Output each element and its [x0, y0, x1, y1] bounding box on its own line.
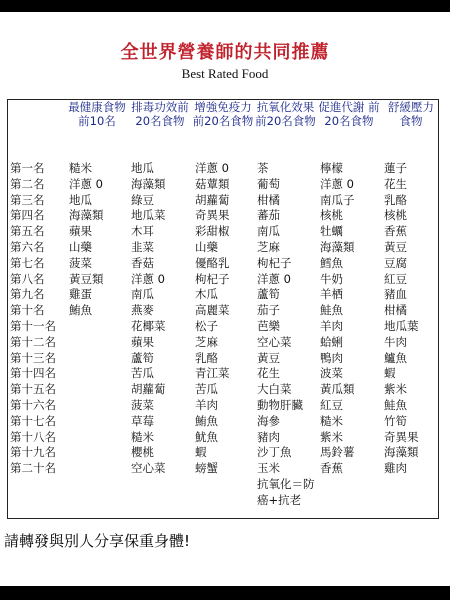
- column-header: 增強免疫力 前20名食物: [192, 100, 254, 128]
- food-cell: 紫米: [384, 382, 407, 397]
- column-header: 排毒功效前20名食物: [131, 100, 189, 128]
- food-cell: 香菇: [131, 255, 154, 270]
- food-cell: 黃豆類: [69, 271, 104, 286]
- rank-label: 第二十名: [10, 461, 56, 476]
- antioxidant-note: 抗氧化＝防癌+抗老: [257, 476, 315, 507]
- food-cell: 香蕉: [320, 461, 343, 476]
- food-cell: 洋蔥 0: [257, 271, 291, 286]
- food-cell: 櫻桃: [131, 445, 154, 460]
- food-cell: 核桃: [384, 208, 407, 223]
- food-cell: 沙丁魚: [257, 445, 292, 460]
- food-cell: 菠菜: [131, 397, 154, 412]
- rank-label: 第五名: [10, 224, 45, 239]
- rank-label: 第三名: [10, 192, 45, 207]
- food-cell: 蕃茄: [257, 208, 280, 223]
- food-cell: 地瓜: [131, 161, 154, 175]
- food-cell: 紅豆: [320, 397, 343, 412]
- food-cell: 奇異果: [384, 429, 419, 444]
- food-cell: 魷魚: [195, 429, 218, 444]
- rank-label: 第十一名: [10, 318, 56, 333]
- food-cell: 枸杞子: [195, 271, 230, 286]
- food-cell: 羊肉: [320, 318, 343, 333]
- food-cell: 空心菜: [257, 334, 292, 349]
- food-cell: 海參: [257, 413, 280, 428]
- food-cell: 核桃: [320, 208, 343, 223]
- food-cell: 糙米: [131, 429, 154, 444]
- food-cell: 木瓜: [195, 287, 218, 302]
- food-cell: 山藥: [69, 239, 92, 254]
- food-cell: 洋蔥 0: [320, 176, 354, 191]
- bottom-black-bar: [0, 586, 450, 600]
- food-cell: 青江菜: [195, 366, 230, 381]
- food-cell: 鱈魚: [320, 255, 343, 270]
- food-cell: 海藻類: [320, 239, 355, 254]
- food-cell: 羊肉: [195, 397, 218, 412]
- food-cell: 花生: [384, 176, 407, 191]
- food-cell: 山藥: [195, 239, 218, 254]
- rank-label: 第四名: [10, 208, 45, 223]
- food-cell: 地瓜: [69, 192, 92, 207]
- food-cell: 海藻類: [384, 445, 419, 460]
- food-cell: 優酪乳: [195, 255, 230, 270]
- food-cell: 大白菜: [257, 382, 292, 397]
- rank-label: 第六名: [10, 239, 45, 254]
- food-cell: 苦瓜: [195, 382, 218, 397]
- food-cell: 芝麻: [195, 334, 218, 349]
- column-header: 抗氧化效果 前20名食物: [255, 100, 316, 128]
- column-antioxidant: [254, 101, 317, 509]
- food-cell: 檸檬: [320, 161, 343, 175]
- food-cell: 黃豆: [257, 350, 280, 365]
- food-cell: 芝麻: [257, 239, 280, 254]
- food-cell: 高麗菜: [195, 303, 230, 318]
- food-cell: 洋蔥 0: [69, 176, 103, 191]
- rank-label: 第十九名: [10, 445, 56, 460]
- food-cell: 芭樂: [257, 318, 280, 333]
- page-title: 全世界營養師的共同推薦: [120, 42, 330, 63]
- food-cell: 糙米: [69, 161, 92, 175]
- column-immunity: [192, 101, 254, 477]
- food-cell: 牡蠣: [320, 224, 343, 239]
- rank-label: 第十四名: [10, 366, 56, 381]
- food-cell: 茄子: [257, 303, 280, 318]
- food-cell: 乳酪: [195, 350, 218, 365]
- food-cell: 紫米: [320, 429, 343, 444]
- food-cell: 苦瓜: [131, 366, 154, 381]
- food-cell: 羊栖: [320, 287, 343, 302]
- column-header: 促進代謝 前20名食物: [318, 100, 380, 128]
- food-cell: 蘋果: [131, 334, 154, 349]
- food-cell: 松子: [195, 318, 218, 333]
- food-cell: 柑橘: [257, 192, 280, 207]
- food-cell: 玉米: [257, 461, 280, 476]
- food-cell: 蘆筍: [257, 287, 280, 302]
- food-cell: 鴨肉: [320, 350, 343, 365]
- column-header: 最健康食物 前10名: [68, 100, 126, 128]
- food-cell: 牛奶: [320, 271, 343, 286]
- page-subtitle: Best Rated Food: [181, 66, 269, 81]
- food-cell: 海藻類: [69, 208, 104, 223]
- food-cell: 紅豆: [384, 271, 407, 286]
- food-cell: 豬血: [384, 287, 407, 302]
- food-cell: 地瓜葉: [384, 318, 419, 333]
- food-cell: 鮭魚: [384, 397, 407, 412]
- rank-label: 第七名: [10, 255, 45, 270]
- food-cell: 洋蔥 0: [195, 161, 229, 175]
- column-detox: [128, 101, 192, 477]
- food-cell: 動物肝臟: [257, 397, 303, 412]
- food-cell: 豬肉: [257, 429, 280, 444]
- food-cell: 鮪魚: [69, 303, 92, 318]
- food-cell: 蝦: [384, 366, 396, 381]
- food-cell: 花椰菜: [131, 318, 166, 333]
- food-cell: 洋蔥 0: [131, 271, 165, 286]
- food-cell: 波菜: [320, 366, 343, 381]
- food-cell: 鱸魚: [384, 350, 407, 365]
- food-cell: 雞肉: [384, 461, 407, 476]
- rank-label: 第八名: [10, 271, 45, 286]
- column-header: 舒緩壓力 食物: [388, 100, 434, 128]
- food-cell: 乳酪: [384, 192, 407, 207]
- food-cell: 茶: [257, 161, 269, 175]
- rank-label: 第十三名: [10, 350, 56, 365]
- food-cell: 蘋果: [69, 224, 92, 239]
- food-cell: 海藻類: [131, 176, 166, 191]
- food-cell: 草莓: [131, 413, 154, 428]
- food-cell: 木耳: [131, 224, 154, 239]
- rank-label: 第十名: [10, 303, 45, 318]
- column-stress-relief: [381, 101, 441, 477]
- food-cell: 胡蘿蔔: [195, 192, 230, 207]
- food-cell: 鮭魚: [320, 303, 343, 318]
- food-cell: 菠菜: [69, 255, 92, 270]
- food-cell: 空心菜: [131, 461, 166, 476]
- food-cell: 黃瓜類: [320, 382, 355, 397]
- food-cell: 黃豆: [384, 239, 407, 254]
- food-cell: 雞蛋: [69, 287, 92, 302]
- food-cell: 蛤蜊: [320, 334, 343, 349]
- food-cell: 柑橘: [384, 303, 407, 318]
- food-cell: 鮪魚: [195, 413, 218, 428]
- food-cell: 奇異果: [195, 208, 230, 223]
- food-cell: 蝦: [195, 445, 207, 460]
- rank-label: 第十二名: [10, 334, 56, 349]
- food-cell: 牛肉: [384, 334, 407, 349]
- food-cell: 地瓜菜: [131, 208, 166, 223]
- food-cell: 香蕉: [384, 224, 407, 239]
- food-cell: 南瓜: [131, 287, 154, 302]
- food-cell: 綠豆: [131, 192, 154, 207]
- food-cell: 菇蕈類: [195, 176, 230, 191]
- rank-label: 第十七名: [10, 413, 56, 428]
- food-cell: 螃蟹: [195, 461, 218, 476]
- food-cell: 胡蘿蔔: [131, 382, 166, 397]
- food-cell: 糙米: [320, 413, 343, 428]
- column-healthiest: [66, 101, 128, 319]
- rank-label: 第一名: [10, 161, 45, 175]
- food-cell: 燕麥: [131, 303, 154, 318]
- food-cell: 葡萄: [257, 176, 280, 191]
- share-footer-text: 請轉發與別人分享保重身體!: [4, 532, 191, 550]
- food-cell: 花生: [257, 366, 280, 381]
- column-metabolism: [317, 101, 381, 477]
- food-cell: 彩甜椒: [195, 224, 230, 239]
- rank-label-header: [10, 101, 70, 161]
- top-black-bar: [0, 0, 450, 12]
- food-cell: 南瓜: [257, 224, 280, 239]
- food-cell: 韭菜: [131, 239, 154, 254]
- rank-label-column: [10, 101, 70, 477]
- food-cell: 蓮子: [384, 161, 407, 175]
- rank-label: 第九名: [10, 287, 45, 302]
- rank-label: 第十五名: [10, 382, 56, 397]
- food-cell: 馬鈴薯: [320, 445, 355, 460]
- rank-label: 第十六名: [10, 397, 56, 412]
- food-cell: 豆腐: [384, 255, 407, 270]
- rank-label: 第二名: [10, 176, 45, 191]
- food-cell: 竹筍: [384, 413, 407, 428]
- food-cell: 南瓜子: [320, 192, 355, 207]
- food-cell: 枸杞子: [257, 255, 292, 270]
- rank-label: 第十八名: [10, 429, 56, 444]
- food-cell: 蘆筍: [131, 350, 154, 365]
